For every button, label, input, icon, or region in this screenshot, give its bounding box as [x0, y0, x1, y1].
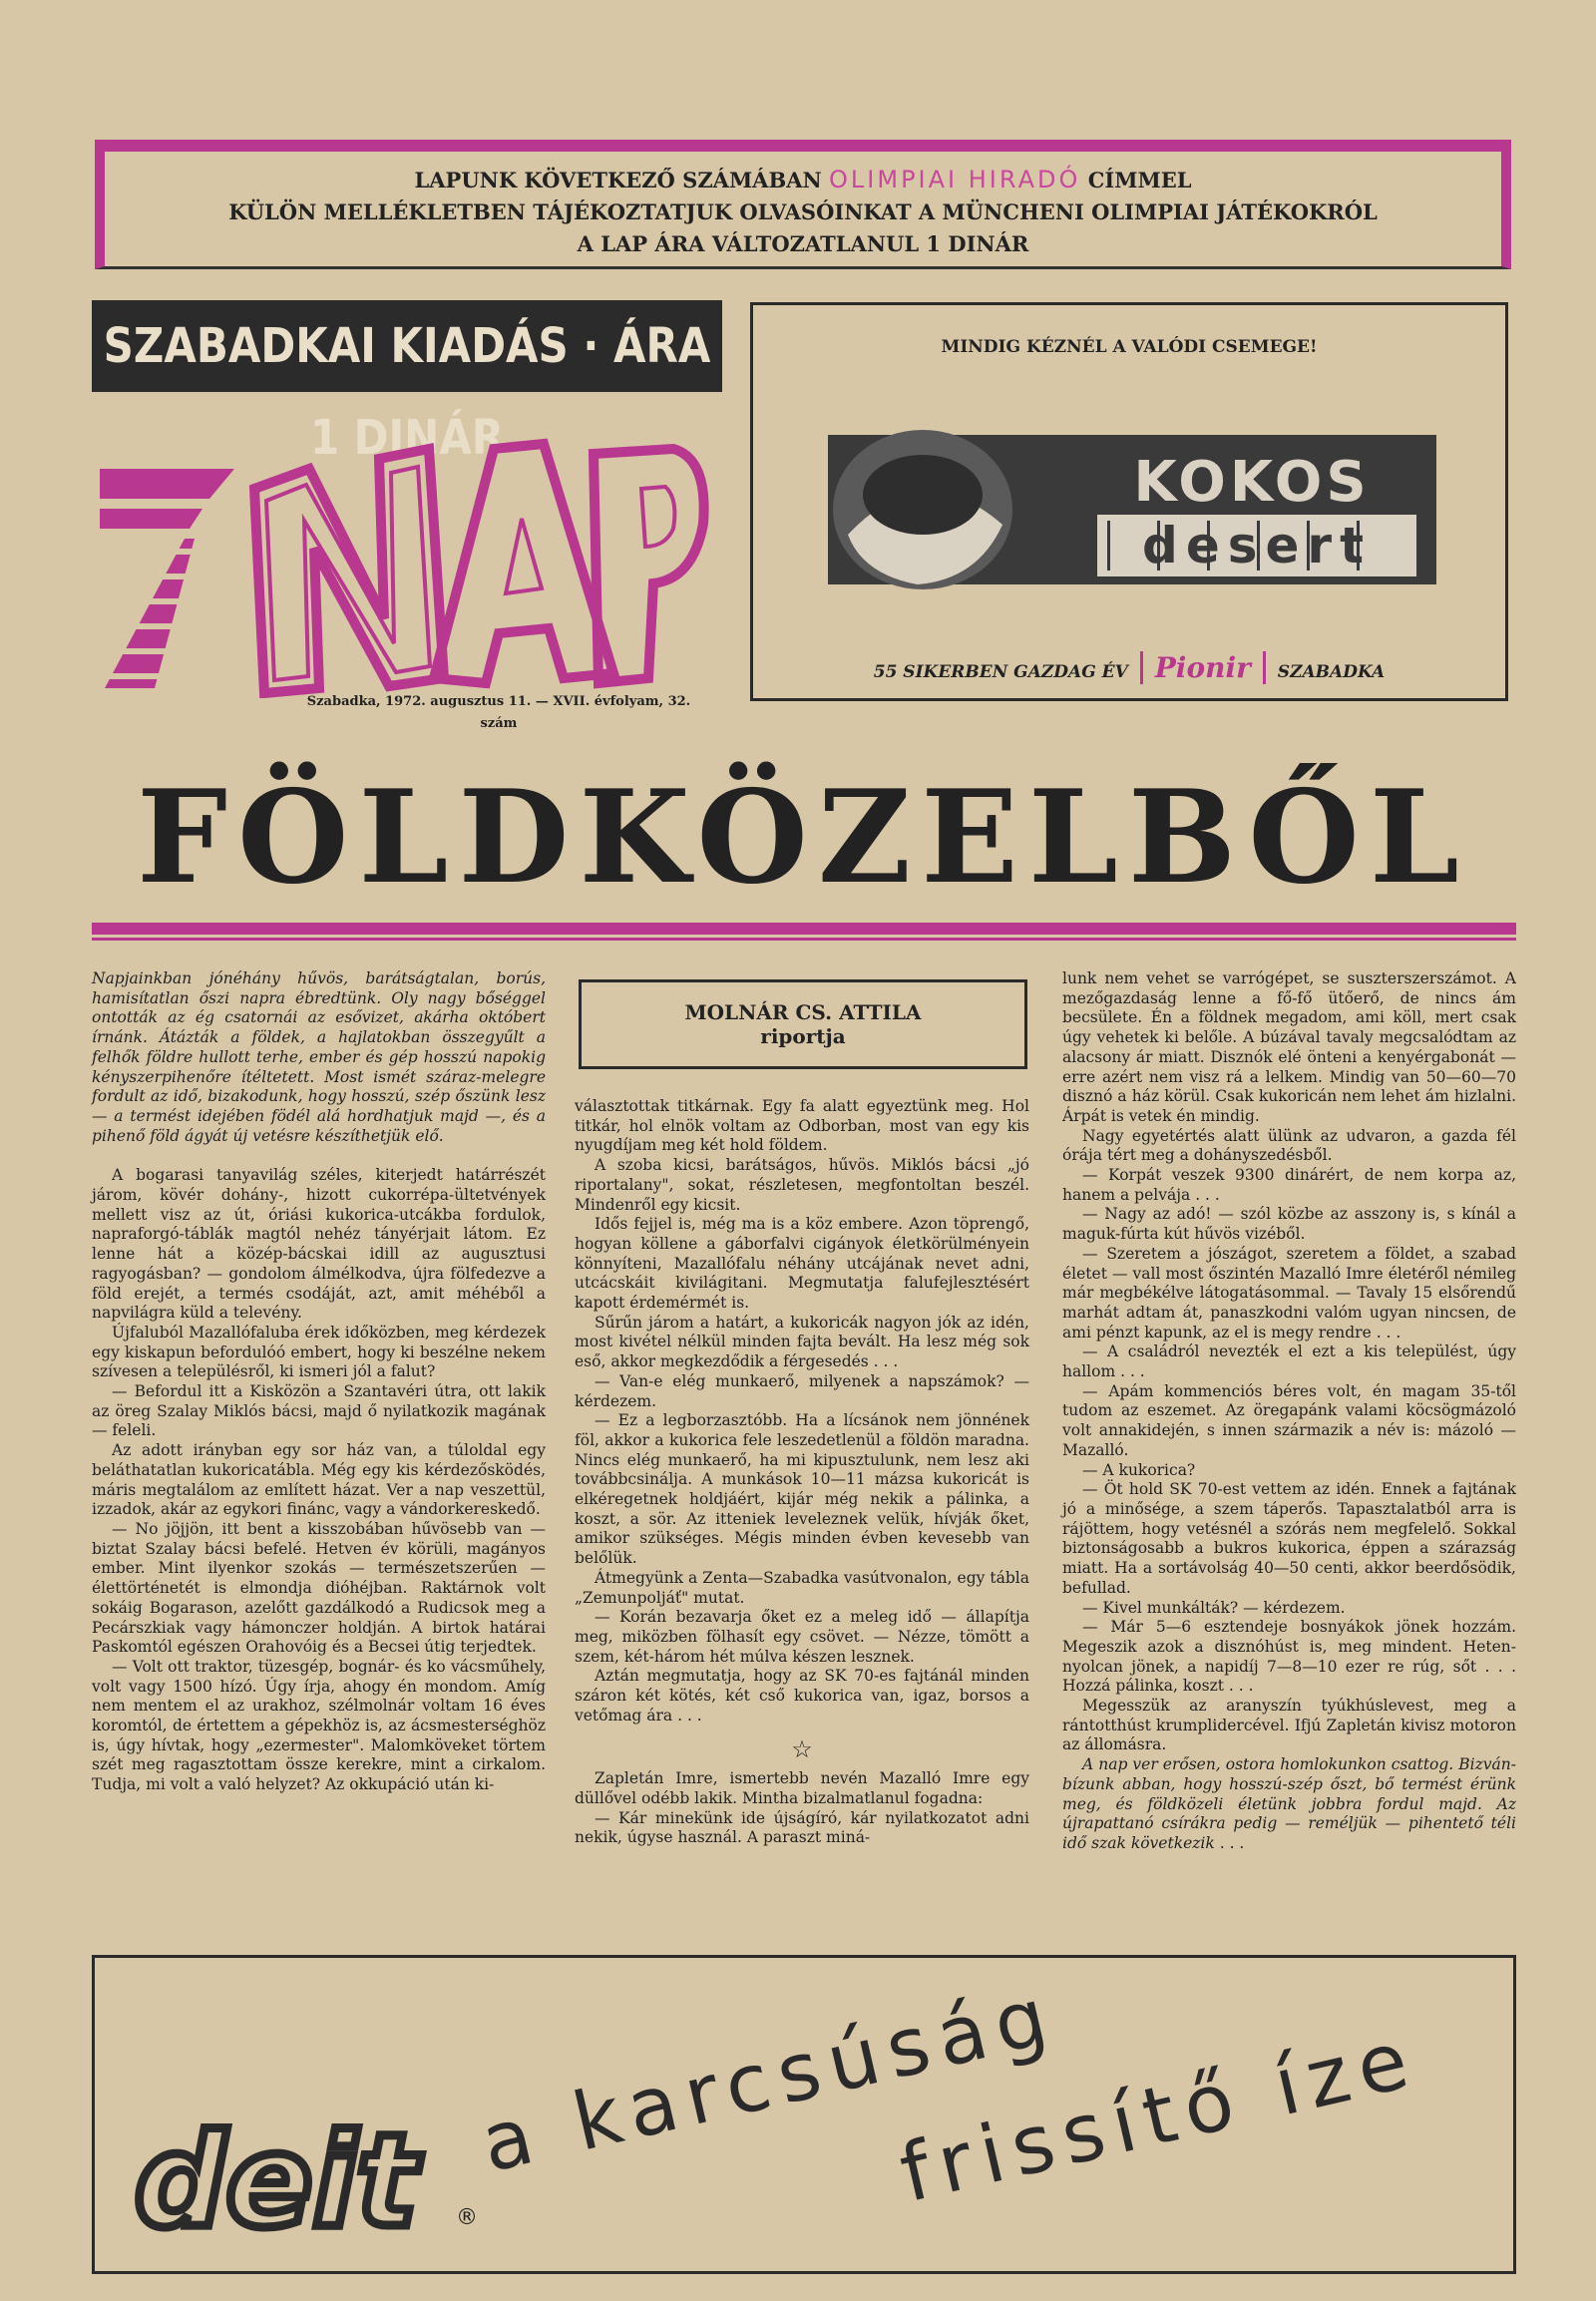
- headline-rule: [92, 923, 1516, 935]
- masthead-logo: [95, 429, 713, 698]
- deit-logo: [125, 2108, 464, 2247]
- paragraph: Aztán megmutatja, hogy az SK 70-es fajtánál minden száron két kötés, két cső kukorica van, igaz, borsos a vetőmag ára . . .: [575, 1667, 1029, 1725]
- paragraph: Sűrűn járom a határt, a kukoricák nagyon jók az idén, most kivétel nélkül minden fajta bevált. Ha lesz még sok eső, akkor megkezdődik a férgesedés . . .: [575, 1313, 1029, 1371]
- paragraph: választottak titkárnak. Egy fa alatt egyeztünk meg. Hol titkár, hol elnök voltam az Odborban, most van egy kis nyugdíjam meg két hold földem.: [575, 1097, 1029, 1155]
- paragraph: — Befordul itt a Kisközön a Szantavéri útra, ott lakik az öreg Szalay Miklós bácsi, majd ő nyilatkozik magának — feleli.: [92, 1382, 546, 1440]
- byline-box: [579, 979, 1027, 1069]
- paragraph: — Van-e elég munkaerő, milyenek a napszámok? — kérdezem.: [575, 1371, 1029, 1410]
- notice-line1-post: CÍMMEL: [1087, 168, 1192, 192]
- article-column-1: [92, 969, 546, 1795]
- paragraph: — Ez a legborzasztóbb. Ha a lícsánok nem jönnének föl, akkor a kukorica fele leszedetlenül a földön maradna. Nincs elég munkaerő, ha mi kipusztulunk, nem lesz aki továbbcsinálja. A munkások 10—11 mázsa kukoricát is elkéregetnek holdjáért, kijár még nekik a pálinka, a koszt, a sör. Az itteniek leveleznek velük, hívják őket, amikor szükséges. Mégis minden évben kevesebb van belőlük.: [575, 1411, 1029, 1568]
- paragraph: — Kivel munkálták? — kérdezem.: [1082, 1598, 1346, 1617]
- ad-footer-post: SZABADKA: [1277, 662, 1386, 682]
- section-star-icon: ☆: [791, 1734, 813, 1763]
- paragraph: — Volt ott traktor, tüzesgép, bognár- és ko vácsműhely, volt vagy 1500 hízó. Úgy írja, ahogy én mondom. Amíg nem mentem el az urakhoz, szélmolnár voltam 16 éves koromtól, de értettem a gépekhöz is, az ácsmesterséghöz is, úgy hívtak, hogy „ezermester". Malomköveket törtem szét meg ragasztottam össze kerekre, mint a cirkalom. Tudja, mi volt a való helyzet? Az okkupáció után ki-: [92, 1657, 546, 1794]
- paragraph: — Apám kommenciós béres volt, én magam 35-től tudom az eszemet. Az öregapánk valami köcsögmázoló volt annakidején, s innen származik a név is: mázoló — Mazalló.: [1062, 1381, 1516, 1459]
- ad-product-image: [828, 415, 1436, 604]
- article-lead: Napjainkban jónéhány hűvös, barátságtalan, borús, hamisítatlan őszi napra ébredtünk. Oly nagy bőséggel ontották az ég csatornái az esővizet, akárha októbert írnánk. Átázták a földek, a hajlatokban összegyűlt a felhők földre hullott terhe, ember és gép hosszú napokig kényszerpihenőre ítéltetett. Most ismét száraz-melegre fordult az idő, bizakodunk, hogy hosszú, szép őszünk lesz — a termést idejében födél alá hordhatjuk majd —, és a pihenő föld ágyát új vetésre készíthetjük elő.: [92, 969, 546, 1145]
- ad-tagline: MINDIG KÉZNÉL A VALÓDI CSEMEGE!: [941, 337, 1318, 357]
- paragraph: A szoba kicsi, barátságos, hűvös. Miklós bácsi „jó riportalany", sokat, részletesen, megfontoltan beszél. Mindenről egy kicsit.: [575, 1156, 1029, 1214]
- ad-product-name-2: desert: [1142, 517, 1372, 575]
- byline-author: MOLNÁR CS. ATTILA: [684, 1000, 922, 1024]
- article-column-2: [575, 1097, 1029, 1848]
- notice-line-1: [105, 164, 1501, 196]
- paragraph: Átmegyünk a Zenta—Szabadka vasútvonalon, egy tábla „Zemunpoljáť" mutat.: [575, 1568, 1029, 1607]
- deit-slogan-line-1: a karcsúság: [473, 1968, 1065, 2190]
- paragraph: A bogarasi tanyavilág széles, kiterjedt határrészét járom, kövér dohány-, hizott cukorrépa-ültetvények mellett visz az út, óriási kukorica-utcákba fordulok, napraforgó-táblák magtól nehéz tányérjait látom. Ez lenne hát a közép-bácskai idill az augusztusi ragyogásban? — gondolom álmélkodva, újra fölfedezve a föld erejét, a termés csodáját, azt, amit méhéből a napvilágra küld a televény.: [92, 1166, 546, 1323]
- deit-slogan-line-2: frissítő íze: [892, 2011, 1426, 2220]
- headline-rule-thin: [92, 938, 1516, 941]
- paragraph: — Szeretem a jószágot, szeretem a földet, a szabad életet — vall most őszintén Mazalló Imre életéről némileg már megbékélve látogatásommal. — Tavaly 15 elsőrendű marhát adtam át, panaszkodni valóm ugyan nincsen, de ami pénzt kapunk, az el is megy rendre . . .: [1062, 1244, 1516, 1342]
- notice-line-3: A LAP ÁRA VÁLTOZATLANUL 1 DINÁR: [577, 231, 1029, 256]
- paragraph: Zapletán Imre, ismertebb nevén Mazalló Imre egy düllővel odébb lakik. Mintha bizalmatlanul fogadna:: [575, 1769, 1029, 1807]
- deit-registered-mark: ®: [456, 2205, 478, 2230]
- paragraph: — No jöjjön, itt bent a kisszobában hűvösebb van — biztat Szalay bácsi befelé. Hetven év körüli, magányos ember. Mint ilyenkor szokás — természetszerűen — élettörténetét is elmondja dióhéjban. Raktárnok volt sokáig Bogarason, azelőtt gazdálkodó a Rudicsok meg a Pecárszkiak vagy hámonczer holdján. A birtok határai Paskomtól egészen Orahovóig és a Becsei útig terjedtek.: [92, 1519, 546, 1657]
- edition-price-bar: SZABADKAI KIADÁS · ÁRA 1 DINÁR: [92, 300, 722, 392]
- paragraph: — Már 5—6 esztendeje bosnyákok jönek hozzám. Megeszik azok a disznóhúst is, meg mindent. Heten-nyolcan jönek, a napidíj 7—8—10 ezer re rúg, sőt . . . Hozzá pálinka, koszt . . .: [1062, 1618, 1516, 1696]
- notice-line1-pre: LAPUNK KÖVETKEZŐ SZÁMÁBAN: [414, 168, 822, 192]
- byline-type: riportja: [760, 1024, 846, 1048]
- top-notice-box: [95, 140, 1511, 269]
- paragraph: — A kukorica?: [1082, 1460, 1196, 1479]
- paragraph: lunk nem vehet se varrógépet, se suszterszerszámot. A mezőgazdaság lenne a fő-fő ütőerő, de nincs ám becsülete. Én a földnek megadom, ami köll, mert csak úgy vehetek ki belőle. A búzával tavaly megcsalódtam az alacsony ár miatt. Disznók elé önteni a kenyérgabonát — erre azért nem visz rá a lelkem. Mindig van 50—60—70 disznó a ház körül. Csak kukoricán nem lehet ám hizlalni. Árpát is vetek én mindig.: [1062, 969, 1516, 1125]
- ad-product-name-1: KOKOS: [1133, 450, 1371, 515]
- ad-footer: [753, 651, 1505, 684]
- paragraph: Nagy egyetértés alatt ülünk az udvaron, a gazda fél órája tért meg a dohányszedésből.: [1062, 1126, 1516, 1165]
- notice-line-2: KÜLÖN MELLÉKLETBEN TÁJÉKOZTATJUK OLVASÓINKAT A MÜNCHENI OLIMPIAI JÁTÉKOKRÓL: [228, 199, 1378, 224]
- paragraph: — A családról nevezték el ezt a kis települést, úgy hallom . . .: [1062, 1342, 1516, 1381]
- paragraph: Megesszük az aranyszín tyúkhúslevest, meg a rántotthúst krumplidercével. Ifjú Zapletán kivisz motoron az állomásra.: [1062, 1697, 1516, 1754]
- paragraph: — Öt hold SK 70-est vettem az idén. Ennek a fajtának jó a minősége, a szem táperős. Tapasztalatból arra is rájöttem, hogy vetésnél a szórás nem megfelelő. Sokkal biztonságosabb a bukros kukorica, éppen a szárazság miatt. Ha a sortávolság 40—50 centi, akkor beerdősödik, befullad.: [1062, 1480, 1516, 1597]
- article-closing: A nap ver erősen, ostora homlokunkon csattog. Bizván-bízunk abban, hogy hosszú-szép őszt, bő termést érünk meg, és földközeli életünk jobbra fordul majd. Az újrapattanó csírákra pedig — reméljük — pihentető téli idő szak következik . . .: [1062, 1755, 1516, 1852]
- paragraph: Idős fejjel is, még ma is a köz embere. Azon töprengő, hogyan köllene a gáborfalvi cigányok életkörülményein könnyíteni, Mazallófalu néhány utcájának nevet adni, utcácskáit kivilágitani. Megmutatja falufejlesztésért kapott érdemérmét is.: [575, 1215, 1029, 1313]
- paragraph: Újfaluból Mazallófaluba érek időközben, meg kérdezek egy kiskapun befordulóó embert, hogy ki beszélne nekem szívesen a településről, ki ismeri jól a falut?: [92, 1323, 546, 1381]
- deit-ad: [92, 1955, 1516, 2274]
- paragraph: Az adott irányban egy sor ház van, a túloldal egy beláthatatlan kukoricatábla. Még egy kis kérdezősködés, máris megtalálom az említett házat. Ver a nap veszettül, izzadok, akár az egykori finánc, vagy a vándorkereskedő.: [92, 1441, 546, 1519]
- ad-footer-pre: 55 SIKERBEN GAZDAG ÉV: [873, 662, 1128, 682]
- paragraph: — Nagy az adó! — szól közbe az asszony is, s kínál a maguk-fúrta kút hűvös vizéből.: [1062, 1205, 1516, 1244]
- paragraph: — Kár minekünk ide újságíró, kár nyilatkozatot adni nekik, úgyse használ. A paraszt miná-: [575, 1808, 1029, 1847]
- paragraph: — Korán bezavarja őket ez a meleg idő — állapítja meg, miközben fölhasít egy csövet. — Nézze, tömött a szem, két-három hét múlva készen lesznek.: [575, 1608, 1029, 1666]
- deit-wordmark-outline: deit: [135, 2108, 418, 2247]
- kokos-desert-ad: [750, 302, 1508, 701]
- main-headline: FÖLDKÖZELBŐL: [137, 763, 1469, 913]
- nap-logo-graphic: [95, 429, 713, 698]
- paragraph: — Korpát veszek 9300 dinárért, de nem korpa az, hanem a pelvája . . .: [1062, 1166, 1516, 1204]
- notice-olympic-highlight: OLIMPIAI HIRADÓ: [829, 166, 1081, 193]
- article-column-3: [1062, 969, 1516, 1854]
- pionir-brand-logo: Pionir: [1140, 651, 1266, 684]
- issue-date-line: Szabadka, 1972. augusztus 11. — XVII. évfolyam, 32. szám: [306, 694, 691, 731]
